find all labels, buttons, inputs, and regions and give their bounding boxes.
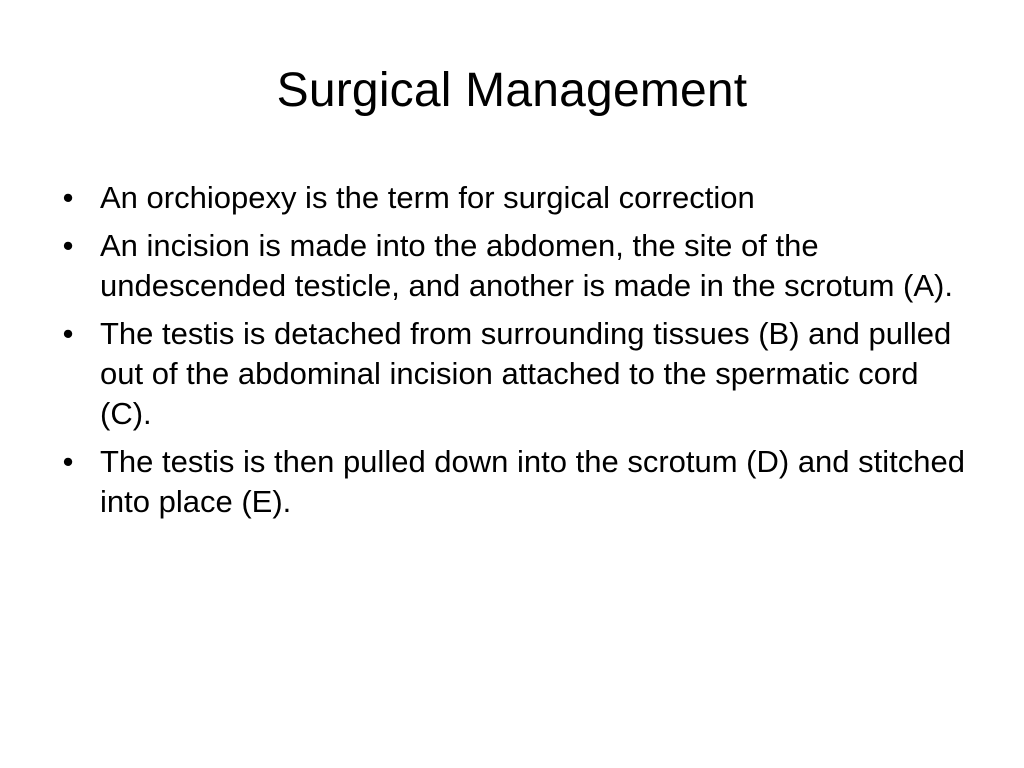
bullet-item bbox=[58, 226, 968, 306]
bullet-dot-icon: • bbox=[62, 316, 74, 351]
bullet-item bbox=[58, 178, 968, 218]
bullet-item bbox=[58, 442, 968, 522]
bullet-text: An orchiopexy is the term for surgical correction bbox=[100, 180, 755, 215]
slide-title: Surgical Management bbox=[276, 64, 748, 117]
bullet-text: The testis is then pulled down into the scrotum (D) and stitched into place (E). bbox=[100, 444, 965, 519]
bullet-item bbox=[58, 314, 968, 434]
bullet-dot-icon: • bbox=[62, 444, 74, 479]
bullet-text: An incision is made into the abdomen, the site of the undescended testicle, and another is made in the scrotum (A). bbox=[100, 228, 953, 303]
bullet-text: The testis is detached from surrounding tissues (B) and pulled out of the abdominal incision attached to the spermatic cord (C). bbox=[100, 316, 952, 431]
bullet-dot-icon: • bbox=[62, 228, 74, 263]
bullet-list bbox=[58, 178, 968, 530]
bullet-dot-icon: • bbox=[62, 180, 74, 215]
